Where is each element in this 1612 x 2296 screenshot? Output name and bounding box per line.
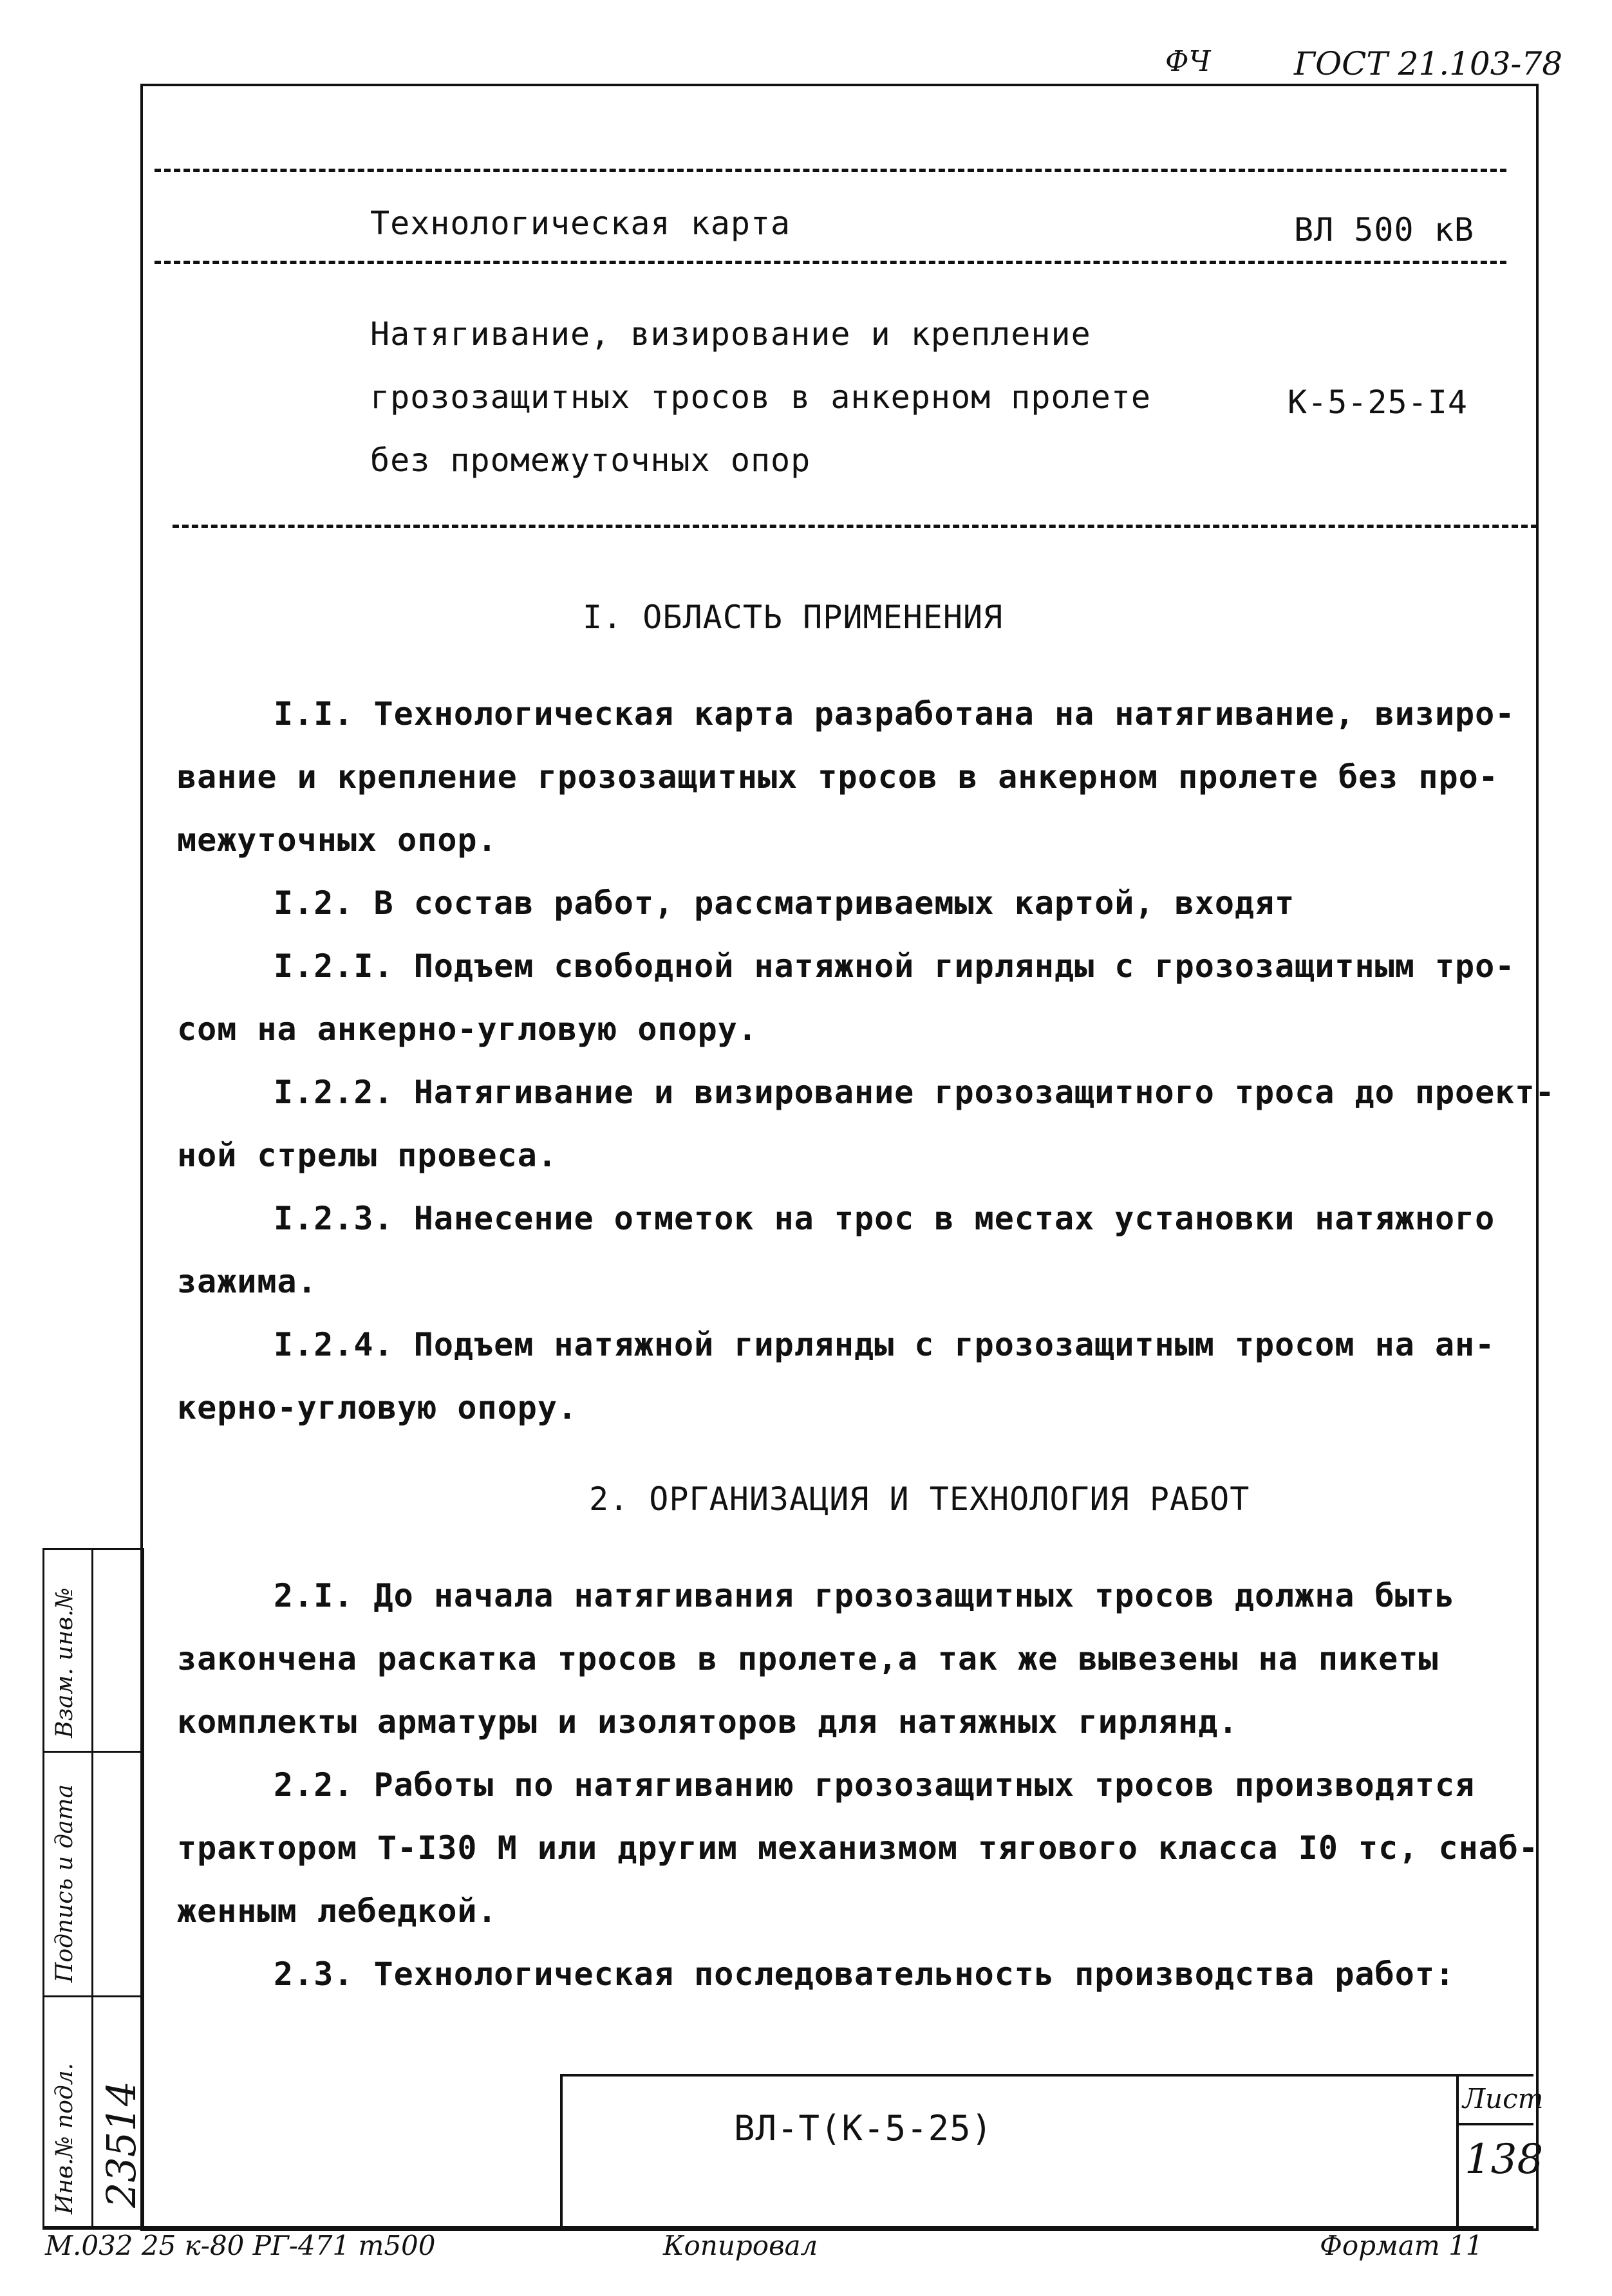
doc-code: ВЛ-Т(К-5-25) (734, 2108, 993, 2149)
subject-line-3: без промежуточных опор (370, 442, 811, 479)
title-block-sheet-split (1456, 2123, 1533, 2125)
section1-line: I.2.I. Подъем свободной натяжной гирлянды с грозозащитным тро- (274, 947, 1515, 985)
sheet-number: 138 (1465, 2136, 1544, 2183)
header-divider-top (155, 169, 1506, 172)
section1-line: керно-угловую опору. (177, 1389, 578, 1426)
section1-heading: I. ОБЛАСТЬ ПРИМЕНЕНИЯ (583, 599, 1004, 636)
title-block-top (560, 2074, 1533, 2077)
bottom-note-right: Формат 11 (1320, 2230, 1483, 2261)
section2-line: 2.I. До начала натягивания грозозащитных тросов должна быть (274, 1577, 1456, 1614)
card-title: Технологическая карта (370, 205, 791, 242)
side-stamp-split-2 (42, 1995, 140, 1997)
section2-line: 2.2. Работы по натягиванию грозозащитных тросов производятся (274, 1766, 1476, 1804)
section1-line: ной стрелы провеса. (177, 1137, 558, 1174)
side-stamp-split-1 (42, 1751, 140, 1753)
page-mark: ФЧ (1165, 45, 1211, 78)
sign-date-label: Подпись и дата (52, 1784, 78, 1983)
section1-line: зажима. (177, 1263, 317, 1300)
section2-line: трактором Т-I30 М или другим механизмом тягового класса I0 тс, снаб- (177, 1829, 1539, 1867)
standard-mark: ГОСТ 21.103-78 (1294, 45, 1563, 82)
card-code: К-5-25-I4 (1288, 384, 1468, 421)
bottom-note-middle: Копировал (663, 2230, 818, 2261)
bottom-rule (42, 2226, 1533, 2228)
section1-line: сом на анкерно-угловую опору. (177, 1011, 758, 1048)
section1-line: I.2.3. Нанесение отметок на трос в местах установки натяжного (274, 1200, 1495, 1237)
section1-line: I.2.4. Подъем натяжной гирлянды с грозозащитным тросом на ан- (274, 1326, 1495, 1363)
section1-line: межуточных опор. (177, 821, 498, 859)
title-block-left (560, 2074, 563, 2226)
subject-line-2: грозозащитных тросов в анкерном пролете (370, 378, 1151, 416)
header-divider-mid (155, 261, 1506, 264)
section1-line: I.2.2. Натягивание и визирование грозозащитного троса до проект- (274, 1074, 1555, 1111)
section1-line: I.2. В состав работ, рассматриваемых картой, входят (274, 884, 1295, 922)
subject-line-1: Натягивание, визирование и крепление (370, 315, 1091, 353)
replace-inv-label: Взам. инв.№ (52, 1587, 78, 1738)
section2-line: женным лебедкой. (177, 1892, 498, 1930)
section2-heading: 2. ОРГАНИЗАЦИЯ И ТЕХНОЛОГИЯ РАБОТ (589, 1480, 1250, 1518)
section2-line: комплекты арматуры и изоляторов для натяжных гирлянд. (177, 1703, 1239, 1741)
title-block-sheet-divider (1456, 2074, 1459, 2226)
section2-line: закончена раскатка тросов в пролете,а так же вывезены на пикеты (177, 1640, 1439, 1677)
inv-label: Инв.№ подл. (52, 2062, 78, 2214)
side-stamp-divider (91, 1548, 93, 2226)
section2-line: 2.3. Технологическая последовательность производства работ: (274, 1955, 1456, 1993)
header-divider-bottom (173, 525, 1537, 528)
section1-line: вание и крепление грозозащитных тросов в анкерном пролете без про- (177, 758, 1499, 796)
bottom-note-left: М.032 25 к-80 РГ-471 т500 (45, 2230, 436, 2261)
inv-number: 23514 (98, 2080, 145, 2208)
section1-line: I.I. Технологическая карта разработана на натягивание, визиро- (274, 695, 1515, 733)
voltage-label: ВЛ 500 кВ (1294, 211, 1474, 248)
sheet-label: Лист (1463, 2083, 1544, 2114)
